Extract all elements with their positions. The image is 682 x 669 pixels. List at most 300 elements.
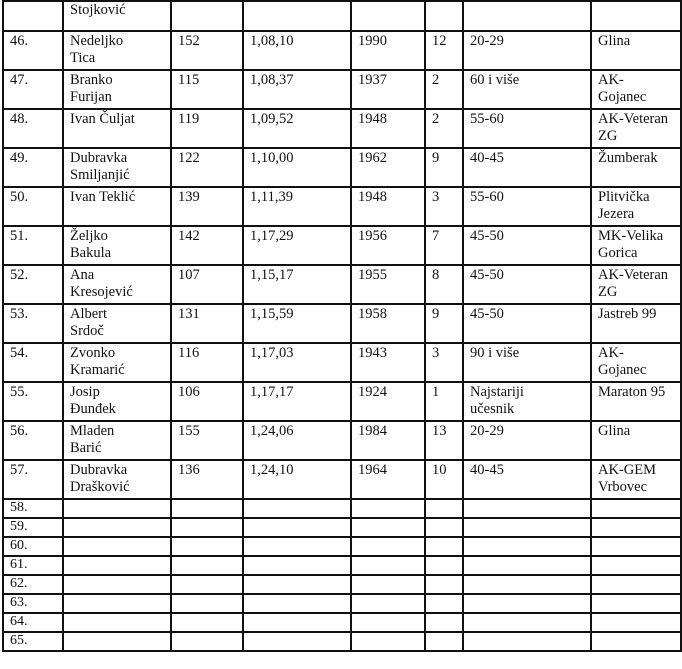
cell-no	[3, 70, 63, 109]
cell-rank-line-1: 9	[432, 150, 440, 166]
cell-category	[463, 613, 591, 632]
cell-rank-line-1: 9	[432, 306, 440, 322]
cell-club-line-2: Gorica	[598, 245, 638, 261]
cell-bib-line-1: 106	[178, 384, 200, 400]
cell-club-line-1: AK-	[598, 72, 624, 88]
cell-year	[351, 343, 425, 382]
cell-no	[3, 343, 63, 382]
cell-name	[63, 537, 171, 556]
cell-year-line-1: 1958	[358, 306, 387, 322]
cell-time	[243, 31, 351, 70]
cell-rank-line-1: 3	[432, 189, 440, 205]
cell-time	[243, 226, 351, 265]
cell-rank-line-1: 3	[432, 345, 440, 361]
cell-bib	[171, 556, 243, 575]
cell-bib-line-1: 142	[178, 228, 200, 244]
table-row	[3, 304, 681, 343]
cell-year-line-1: 1962	[358, 150, 387, 166]
cell-name-line-2: Kramarić	[70, 362, 125, 378]
cell-bib	[171, 1, 243, 31]
table-row-empty	[3, 613, 681, 632]
cell-category-line-1: Najstariji	[470, 384, 524, 400]
cell-no	[3, 382, 63, 421]
cell-bib-line-1: 107	[178, 267, 200, 283]
table-row	[3, 109, 681, 148]
cell-category-line-1: 20-29	[470, 33, 504, 49]
cell-year-line-1: 1943	[358, 345, 387, 361]
cell-no-line-1: 46.	[10, 33, 29, 49]
cell-name	[63, 632, 171, 651]
cell-year	[351, 226, 425, 265]
cell-rank	[425, 1, 463, 31]
cell-no-line-1: 63.	[10, 595, 28, 610]
cell-category	[463, 537, 591, 556]
cell-name	[63, 31, 171, 70]
cell-category	[463, 632, 591, 651]
cell-time	[243, 109, 351, 148]
cell-club	[591, 632, 681, 651]
cell-club-line-2: Vrbovec	[598, 479, 648, 495]
cell-year	[351, 265, 425, 304]
cell-category	[463, 148, 591, 187]
table-row-top-fragment	[3, 1, 681, 31]
cell-category	[463, 109, 591, 148]
cell-year	[351, 632, 425, 651]
cell-year-line-1: 1948	[358, 189, 387, 205]
cell-no	[3, 1, 63, 31]
cell-time	[243, 187, 351, 226]
cell-rank	[425, 304, 463, 343]
cell-no-line-1: 60.	[10, 538, 28, 553]
cell-category-line-1: 55-60	[470, 111, 504, 127]
cell-club	[591, 343, 681, 382]
cell-no-line-1: 59.	[10, 519, 28, 534]
cell-category-line-1: 45-50	[470, 267, 504, 283]
cell-club	[591, 518, 681, 537]
cell-name	[63, 343, 171, 382]
cell-no	[3, 499, 63, 518]
cell-bib	[171, 265, 243, 304]
cell-no-line-1: 48.	[10, 111, 29, 127]
cell-no	[3, 304, 63, 343]
cell-no	[3, 613, 63, 632]
cell-time	[243, 304, 351, 343]
cell-time	[243, 575, 351, 594]
table-row	[3, 31, 681, 70]
cell-category	[463, 460, 591, 499]
cell-no-line-1: 61.	[10, 557, 28, 572]
cell-club	[591, 499, 681, 518]
cell-club-line-2: Gojanec	[598, 362, 647, 378]
cell-club-line-2: Jezera	[598, 206, 635, 222]
cell-category-line-2: učesnik	[470, 401, 515, 417]
cell-category	[463, 226, 591, 265]
table-row-empty	[3, 594, 681, 613]
cell-rank	[425, 109, 463, 148]
cell-time	[243, 265, 351, 304]
cell-no-line-1: 65.	[10, 633, 28, 648]
cell-rank-line-1: 2	[432, 111, 440, 127]
cell-rank	[425, 499, 463, 518]
cell-time-line-1: 1,17,03	[250, 345, 294, 361]
table-row	[3, 226, 681, 265]
table-row-empty	[3, 556, 681, 575]
cell-no	[3, 460, 63, 499]
cell-no	[3, 575, 63, 594]
cell-time	[243, 632, 351, 651]
cell-bib	[171, 70, 243, 109]
cell-bib	[171, 421, 243, 460]
cell-bib	[171, 575, 243, 594]
cell-year	[351, 1, 425, 31]
cell-name-line-1: Josip	[70, 384, 100, 400]
cell-no	[3, 518, 63, 537]
cell-club-line-1: Glina	[598, 33, 631, 49]
cell-no	[3, 31, 63, 70]
cell-name-line-1: Dubravka	[70, 150, 128, 166]
cell-year-line-1: 1924	[358, 384, 387, 400]
cell-time	[243, 382, 351, 421]
cell-club-line-2: ZG	[598, 128, 618, 144]
cell-name	[63, 518, 171, 537]
cell-name	[63, 187, 171, 226]
cell-name-line-2: Smiljanjić	[70, 167, 130, 183]
cell-name-line-1: Mladen	[70, 423, 115, 439]
cell-bib	[171, 109, 243, 148]
cell-category	[463, 382, 591, 421]
cell-club	[591, 226, 681, 265]
cell-category-line-1: 45-50	[470, 306, 504, 322]
table-row-empty	[3, 537, 681, 556]
cell-name	[63, 556, 171, 575]
cell-rank	[425, 421, 463, 460]
cell-club	[591, 382, 681, 421]
cell-name-line-1: Albert	[70, 306, 108, 322]
cell-name-line-2: Đunđek	[70, 401, 116, 417]
cell-time	[243, 70, 351, 109]
cell-rank	[425, 343, 463, 382]
cell-no-line-1: 52.	[10, 267, 29, 283]
cell-no	[3, 421, 63, 460]
cell-club-line-1: MK-Velika	[598, 228, 664, 244]
cell-category	[463, 499, 591, 518]
table-row	[3, 460, 681, 499]
cell-club	[591, 575, 681, 594]
cell-bib	[171, 31, 243, 70]
cell-bib	[171, 148, 243, 187]
cell-rank	[425, 31, 463, 70]
cell-category	[463, 187, 591, 226]
cell-bib	[171, 594, 243, 613]
cell-bib	[171, 499, 243, 518]
cell-time	[243, 537, 351, 556]
cell-bib	[171, 613, 243, 632]
cell-time	[243, 499, 351, 518]
cell-rank	[425, 226, 463, 265]
cell-club-line-1: Glina	[598, 423, 631, 439]
cell-year	[351, 556, 425, 575]
cell-club	[591, 1, 681, 31]
cell-category	[463, 1, 591, 31]
cell-no-line-1: 54.	[10, 345, 29, 361]
table-row	[3, 382, 681, 421]
cell-name-line-1: Nedeljko	[70, 33, 124, 49]
cell-name-line-1: Ivan Teklić	[70, 189, 136, 205]
cell-no-line-1: 50.	[10, 189, 29, 205]
cell-club-line-2: Gojanec	[598, 89, 647, 105]
cell-time	[243, 556, 351, 575]
cell-no-line-1: 62.	[10, 576, 28, 591]
cell-time	[243, 460, 351, 499]
cell-year	[351, 499, 425, 518]
cell-bib	[171, 343, 243, 382]
cell-name	[63, 148, 171, 187]
cell-category	[463, 575, 591, 594]
cell-no-line-1: 58.	[10, 500, 28, 515]
cell-rank	[425, 537, 463, 556]
cell-name	[63, 421, 171, 460]
cell-year	[351, 187, 425, 226]
cell-time	[243, 1, 351, 31]
cell-club-line-1: Plitvička	[598, 189, 650, 205]
cell-name-line-1: Dubravka	[70, 462, 128, 478]
cell-name: Stojković	[63, 1, 171, 31]
table-row	[3, 148, 681, 187]
cell-bib-line-1: 115	[178, 72, 200, 88]
cell-time	[243, 148, 351, 187]
cell-rank	[425, 382, 463, 421]
cell-year	[351, 518, 425, 537]
cell-time	[243, 518, 351, 537]
cell-bib-line-1: 136	[178, 462, 200, 478]
cell-bib-line-1: 131	[178, 306, 200, 322]
cell-time-line-1: 1,08,10	[250, 33, 294, 49]
cell-club	[591, 460, 681, 499]
cell-year-line-1: 1955	[358, 267, 387, 283]
table-row	[3, 343, 681, 382]
cell-name	[63, 594, 171, 613]
cell-rank-line-1: 8	[432, 267, 440, 283]
table-row-empty	[3, 632, 681, 651]
cell-time-line-1: 1,17,29	[250, 228, 294, 244]
cell-club-line-1: Maraton 95	[598, 384, 666, 400]
cell-rank	[425, 265, 463, 304]
cell-time-line-1: 1,24,10	[250, 462, 294, 478]
cell-club	[591, 70, 681, 109]
cell-year	[351, 31, 425, 70]
cell-time	[243, 343, 351, 382]
cell-no-line-1: 49.	[10, 150, 29, 166]
cell-club	[591, 109, 681, 148]
cell-name	[63, 265, 171, 304]
cell-rank-line-1: 1	[432, 384, 440, 400]
cell-year-line-1: 1948	[358, 111, 387, 127]
cell-no-line-1: 55.	[10, 384, 29, 400]
cell-club-line-1: AK-	[598, 345, 624, 361]
cell-year-line-1: 1990	[358, 33, 387, 49]
cell-bib-line-1: 116	[178, 345, 200, 361]
table-row	[3, 421, 681, 460]
cell-name	[63, 613, 171, 632]
cell-category-line-1: 40-45	[470, 150, 504, 166]
cell-no-line-1: 51.	[10, 228, 29, 244]
cell-category	[463, 518, 591, 537]
results-table	[2, 0, 682, 652]
cell-bib	[171, 460, 243, 499]
cell-category	[463, 70, 591, 109]
cell-bib-line-1: 122	[178, 150, 200, 166]
cell-no	[3, 632, 63, 651]
cell-club-line-1: Žumberak	[598, 150, 658, 166]
cell-no-line-1: 47.	[10, 72, 29, 88]
cell-name	[63, 382, 171, 421]
cell-no-line-1: 64.	[10, 614, 28, 629]
cell-year-line-1: 1984	[358, 423, 387, 439]
cell-name-line-2: Barić	[70, 440, 102, 456]
cell-club	[591, 537, 681, 556]
cell-no	[3, 265, 63, 304]
cell-rank	[425, 187, 463, 226]
cell-no-line-1: 56.	[10, 423, 29, 439]
cell-club-line-1: Jastreb 99	[598, 306, 657, 322]
cell-no	[3, 148, 63, 187]
cell-name	[63, 304, 171, 343]
cell-time-line-1: 1,09,52	[250, 111, 294, 127]
cell-name-line-2: Tica	[70, 50, 96, 66]
cell-rank-line-1: 7	[432, 228, 440, 244]
cell-club	[591, 304, 681, 343]
cell-category-line-1: 60 i više	[470, 72, 520, 88]
cell-name-line-2: Furijan	[70, 89, 112, 105]
cell-year	[351, 594, 425, 613]
cell-club	[591, 265, 681, 304]
cell-name-line-1: Branko	[70, 72, 113, 88]
cell-rank	[425, 148, 463, 187]
cell-bib	[171, 518, 243, 537]
table-row-empty	[3, 499, 681, 518]
cell-name	[63, 226, 171, 265]
cell-no	[3, 187, 63, 226]
cell-time-line-1: 1,17,17	[250, 384, 294, 400]
cell-category	[463, 556, 591, 575]
cell-rank-line-1: 10	[432, 462, 447, 478]
cell-category-line-1: 40-45	[470, 462, 504, 478]
cell-time-line-1: 1,08,37	[250, 72, 294, 88]
cell-name-line-1: Ivan Čuljat	[70, 111, 135, 127]
cell-bib	[171, 382, 243, 421]
cell-club	[591, 31, 681, 70]
cell-club-line-1: AK-Veteran	[598, 267, 669, 283]
cell-rank	[425, 594, 463, 613]
cell-bib-line-1: 155	[178, 423, 200, 439]
cell-time-line-1: 1,15,59	[250, 306, 294, 322]
cell-bib	[171, 304, 243, 343]
cell-bib	[171, 187, 243, 226]
cell-no	[3, 556, 63, 575]
cell-category	[463, 421, 591, 460]
table-row	[3, 70, 681, 109]
cell-name	[63, 460, 171, 499]
cell-year	[351, 109, 425, 148]
cell-year	[351, 460, 425, 499]
cell-rank	[425, 518, 463, 537]
cell-no	[3, 594, 63, 613]
cell-time-line-1: 1,15,17	[250, 267, 294, 283]
cell-time-line-1: 1,11,39	[250, 189, 293, 205]
cell-category	[463, 594, 591, 613]
cell-rank-line-1: 12	[432, 33, 447, 49]
cell-bib	[171, 632, 243, 651]
cell-name	[63, 70, 171, 109]
cell-year-line-1: 1964	[358, 462, 387, 478]
cell-category	[463, 31, 591, 70]
cell-year	[351, 575, 425, 594]
cell-name-line-1: Željko	[70, 228, 108, 244]
cell-year	[351, 148, 425, 187]
cell-rank-line-1: 13	[432, 423, 447, 439]
cell-year	[351, 421, 425, 460]
cell-name-line-1: Zvonko	[70, 345, 116, 361]
cell-name-line-2: Drašković	[70, 479, 130, 495]
cell-rank	[425, 575, 463, 594]
cell-club	[591, 421, 681, 460]
cell-year	[351, 70, 425, 109]
cell-category-line-1: 45-50	[470, 228, 504, 244]
cell-name	[63, 575, 171, 594]
table-row-empty	[3, 575, 681, 594]
cell-bib	[171, 226, 243, 265]
cell-club	[591, 613, 681, 632]
table-row	[3, 265, 681, 304]
cell-club	[591, 187, 681, 226]
cell-time	[243, 421, 351, 460]
cell-time	[243, 613, 351, 632]
cell-club	[591, 556, 681, 575]
cell-club-line-1: AK-GEM	[598, 462, 656, 478]
cell-rank-line-1: 2	[432, 72, 440, 88]
cell-club	[591, 594, 681, 613]
cell-name-line-2: Bakula	[70, 245, 112, 261]
cell-category	[463, 265, 591, 304]
cell-category-line-1: 20-29	[470, 423, 504, 439]
table-row-empty	[3, 518, 681, 537]
cell-name	[63, 499, 171, 518]
cell-category-line-1: 90 i više	[470, 345, 520, 361]
cell-category	[463, 304, 591, 343]
cell-bib-line-1: 152	[178, 33, 200, 49]
cell-name-line-2: Srdoč	[70, 323, 104, 339]
cell-name-line-1: Ana	[70, 267, 95, 283]
cell-year	[351, 304, 425, 343]
cell-no-line-1: 57.	[10, 462, 29, 478]
cell-year-line-1: 1937	[358, 72, 387, 88]
cell-club-line-1: AK-Veteran	[598, 111, 669, 127]
cell-time-line-1: 1,10,00	[250, 150, 294, 166]
cell-rank	[425, 613, 463, 632]
cell-club-line-2: ZG	[598, 284, 618, 300]
cell-rank	[425, 70, 463, 109]
cell-time	[243, 594, 351, 613]
cell-bib-line-1: 119	[178, 111, 200, 127]
cell-name-line-2: Kresojević	[70, 284, 133, 300]
cell-bib	[171, 537, 243, 556]
cell-category	[463, 343, 591, 382]
table-row	[3, 187, 681, 226]
cell-rank	[425, 556, 463, 575]
cell-no	[3, 109, 63, 148]
cell-year	[351, 537, 425, 556]
cell-year	[351, 382, 425, 421]
